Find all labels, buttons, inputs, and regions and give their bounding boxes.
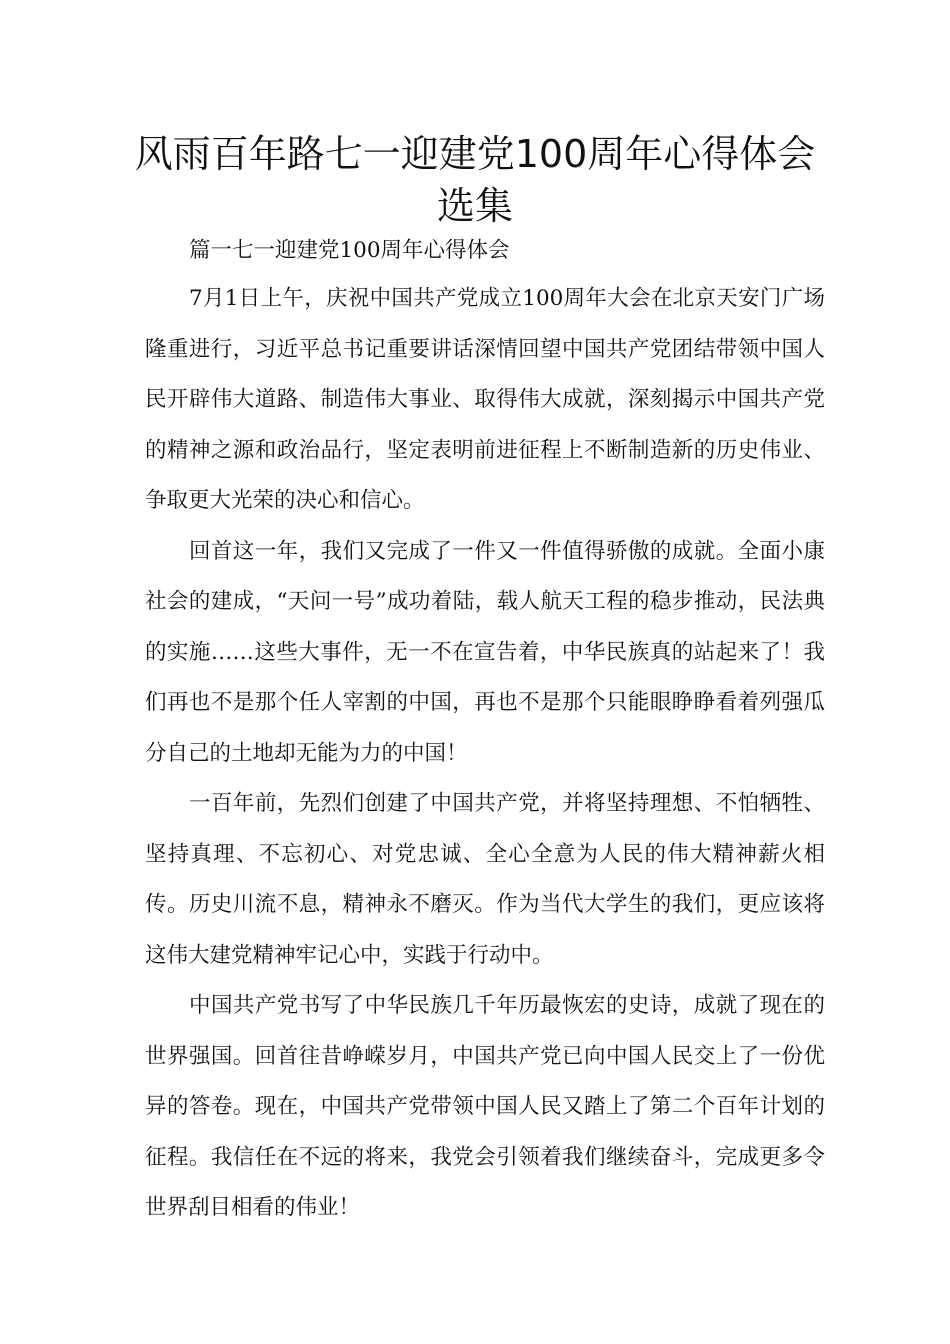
paragraph-4: 中国共产党书写了中华民族几千年历最恢宏的史诗，成就了现在的世界强国。回首往昔峥嵘岁月，中国共产党已向中国人民交上了一份优异的答卷。现在，中国共产党带领中国人民又踏上了第二个百年计划的征程。我信任在不远的将来，我党会引领着我们继续奋斗，完成更多令世界刮目相看的伟业！ xyxy=(145,993,825,1220)
paragraph-1: 7月1日上午，庆祝中国共产党成立100周年大会在北京天安门广场隆重进行，习近平总书记重要讲话深情回望中国共产党团结带领中国人民开辟伟大道路、制造伟大事业、取得伟大成就，深刻揭示中国共产党的精神之源和政治品行，坚定表明前进征程上不断制造新的历史伟业、争取更大光荣的决心和信心。 xyxy=(145,286,825,513)
paragraph-2: 回首这一年，我们又完成了一件又一件值得骄傲的成就。全面小康社会的建成，“天问一号”成功着陆，载人航天工程的稳步推动，民法典的实施……这些大事件，无一不在宣告着，中华民族真的站起来了！我们再也不是那个任人宰割的中国，再也不是那个只能眼睁睁看着列强瓜分自己的土地却无能为力的中国！ xyxy=(145,538,825,766)
section-subtitle: 篇一七一迎建党100周年心得体会 xyxy=(189,238,510,263)
document-title: 风雨百年路七一迎建党100周年心得体会选集 xyxy=(134,132,816,228)
document-body xyxy=(145,228,825,1234)
paragraph-3: 一百年前，先烈们创建了中国共产党，并将坚持理想、不怕牺牲、坚持真理、不忘初心、对党忠诚、全心全意为人民的伟大精神薪火相传。历史川流不息，精神永不磨灭。作为当代大学生的我们，更应该将这伟大建党精神牢记心中，实践于行动中。 xyxy=(145,791,825,968)
